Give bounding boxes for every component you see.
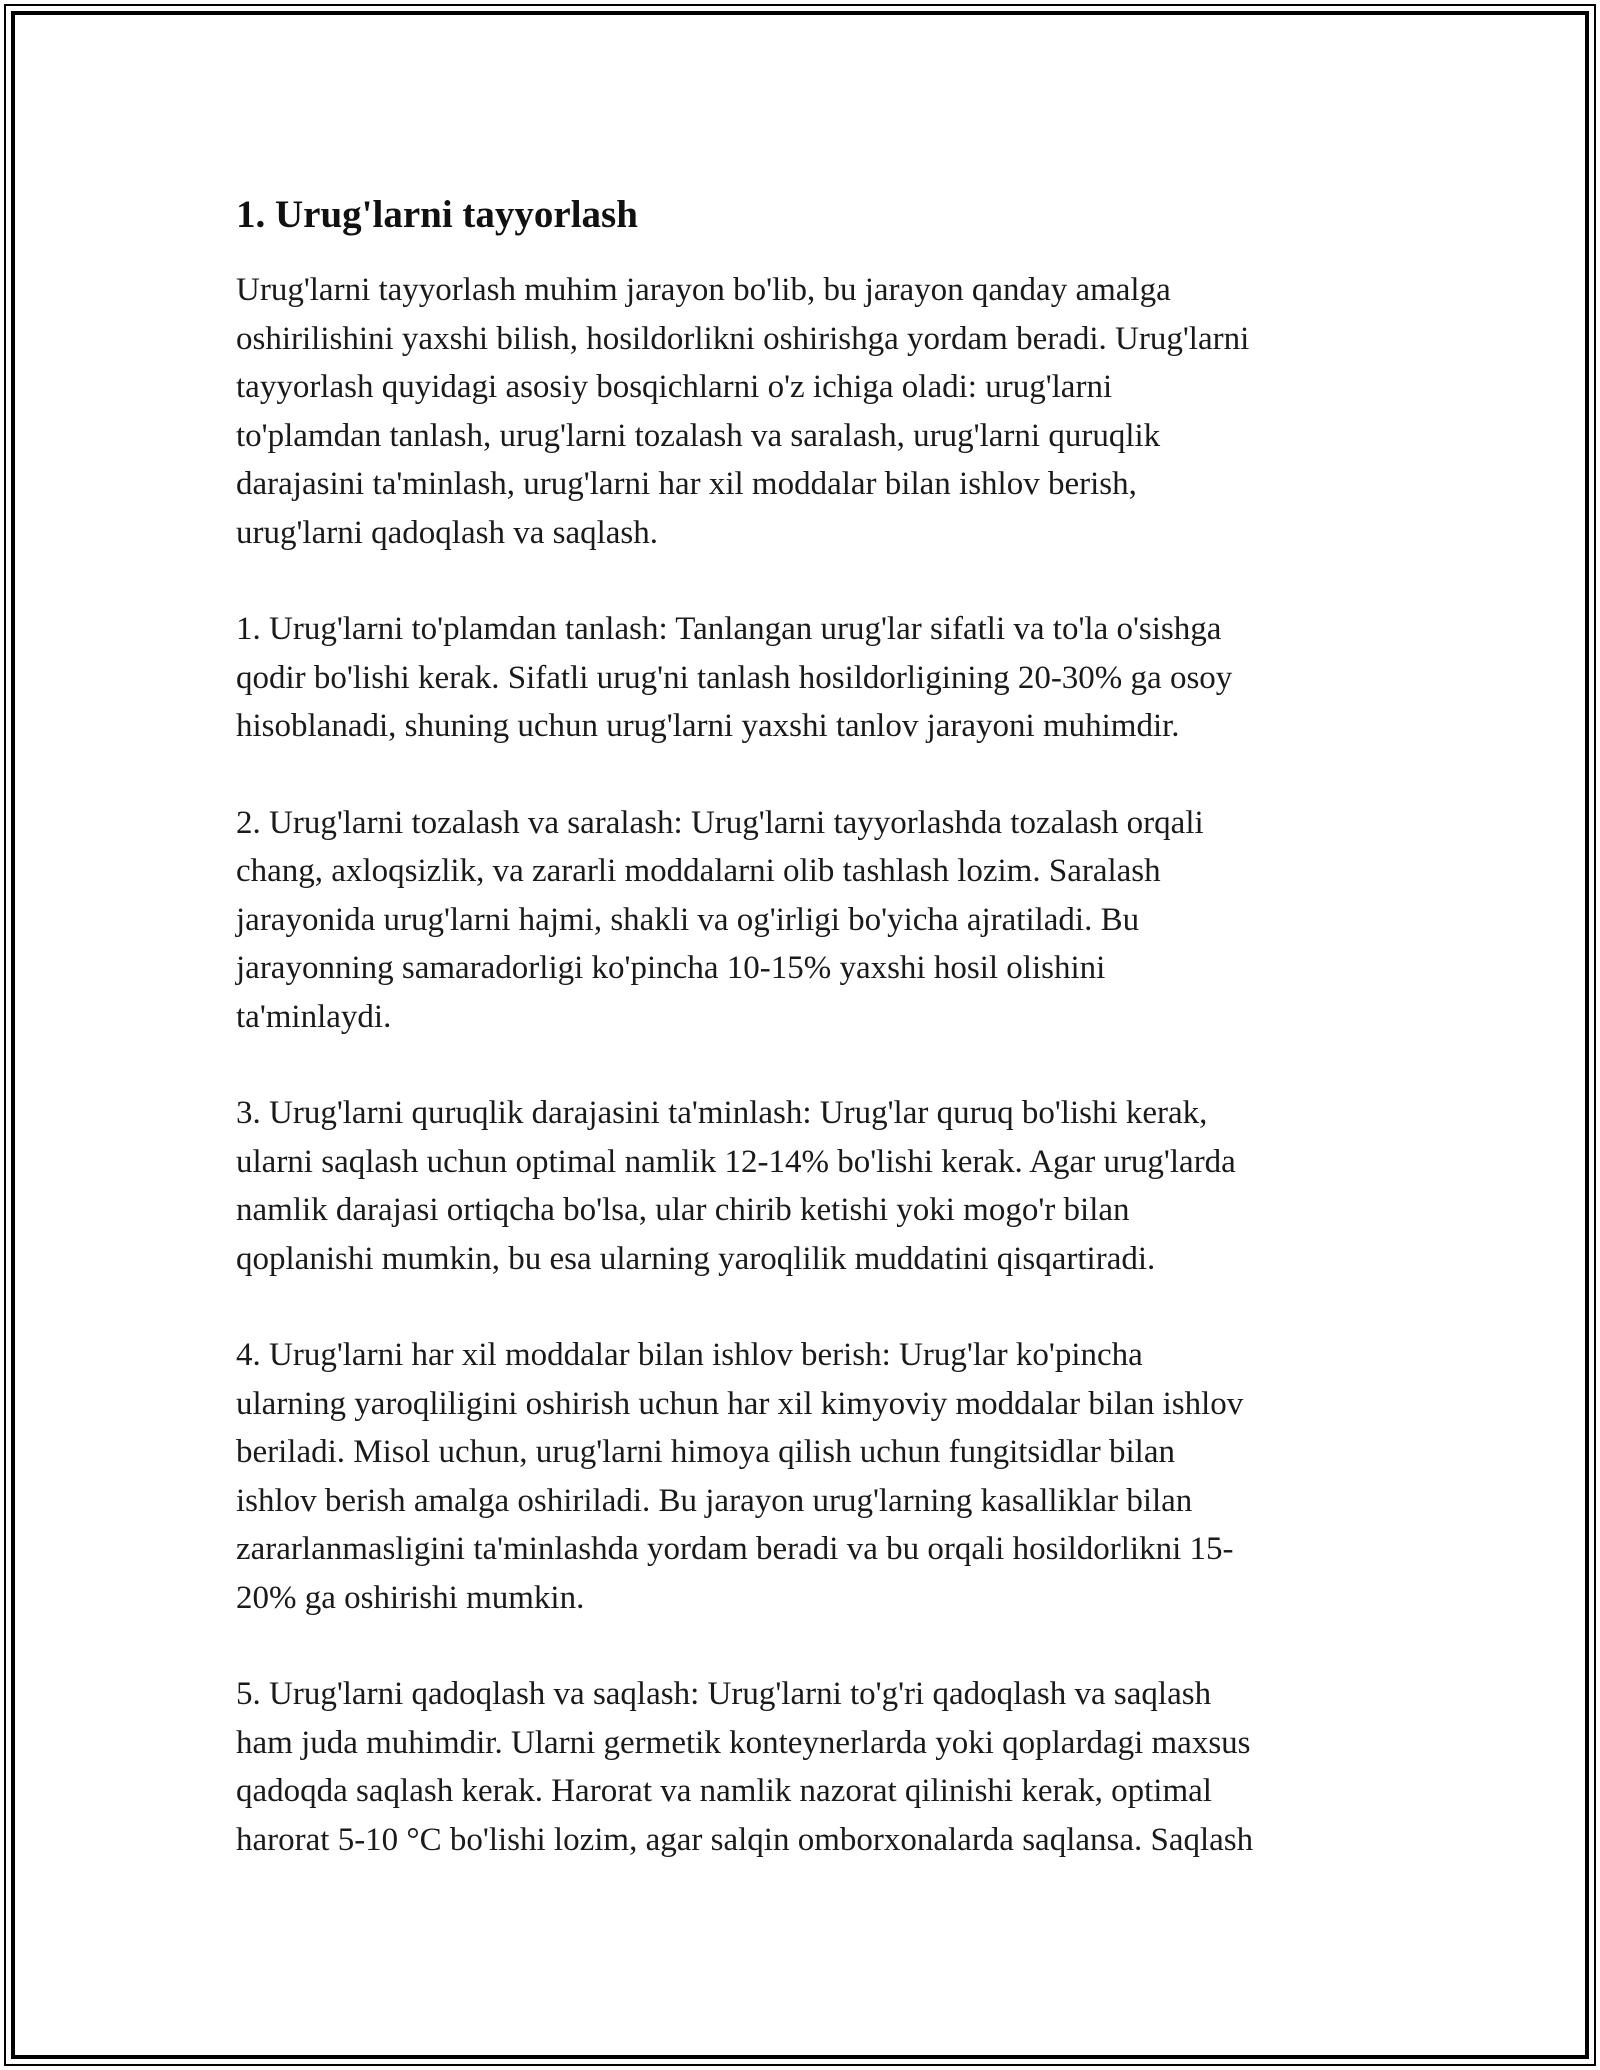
step-3-paragraph: 3. Urug'larni quruqlik darajasini ta'minlash: Urug'lar quruq bo'lishi kerak, ularni saqlash uchun optimal namlik 12-14% bo'lishi kerak. Agar urug'larda namlik darajasi ortiqcha bo'lsa, ular chirib ketishi yoki mogo'r bilan qoplanishi mumkin, bu esa ularning yaroqlilik muddatini qisqartiradi. (236, 1095, 1236, 1277)
step-2-paragraph: 2. Urug'larni tozalash va saralash: Urug'larni tayyorlashda tozalash orqali chang, axloqsizlik, va zararli moddalarni olib tashlash lozim. Saralash jarayonida urug'larni hajmi, shakli va og'irligi bo'yicha ajratiladi. Bu jarayonning samaradorligi ko'pincha 10-15% yaxshi hosil olishini ta'minlaydi. (236, 804, 1204, 1035)
step-4-paragraph: 4. Urug'larni har xil moddalar bilan ishlov berish: Urug'lar ko'pincha ularning yaroqliligini oshirish uchun har xil kimyoviy moddalar bilan ishlov beriladi. Misol uchun, urug'larni himoya qilish uchun fungitsidlar bilan ishlov berish amalga oshiriladi. Bu jarayon urug'larning kasalliklar bilan zararlanmasligini ta'minlashda yordam beradi va bu orqali hosildorlikni 15- 20% ga oshirishi mumkin. (236, 1337, 1244, 1616)
document-body (236, 190, 1386, 1912)
step-1-paragraph: 1. Urug'larni to'plamdan tanlash: Tanlangan urug'lar sifatli va to'la o'sishga qodir bo'lishi kerak. Sifatli urug'ni tanlash hosildorligining 20-30% ga osoy hisoblanadi, shuning uchun urug'larni yaxshi tanlov jarayoni muhimdir. (236, 611, 1233, 744)
step-5-paragraph: 5. Urug'larni qadoqlash va saqlash: Urug'larni to'g'ri qadoqlash va saqlash ham juda muhimdir. Ularni germetik konteynerlarda yoki qoplardagi maxsus qadoqda saqlash kerak. Harorat va namlik nazorat qilinishi kerak, optimal harorat 5-10 °C bo'lishi lozim, agar salqin omborxonalarda saqlansa. Saqlash (236, 1676, 1254, 1858)
section-heading: 1. Urug'larni tayyorlash (236, 193, 638, 236)
intro-paragraph: Urug'larni tayyorlash muhim jarayon bo'lib, bu jarayon qanday amalga oshirilishini yaxshi bilish, hosildorlikni oshirishga yordam beradi. Urug'larni tayyorlash quyidagi asosiy bosqichlarni o'z ichiga oladi: urug'larni to'plamdan tanlash, urug'larni tozalash va saralash, urug'larni quruqlik darajasini ta'minlash, urug'larni har xil moddalar bilan ishlov berish, urug'larni qadoqlash va saqlash. (236, 272, 1250, 551)
